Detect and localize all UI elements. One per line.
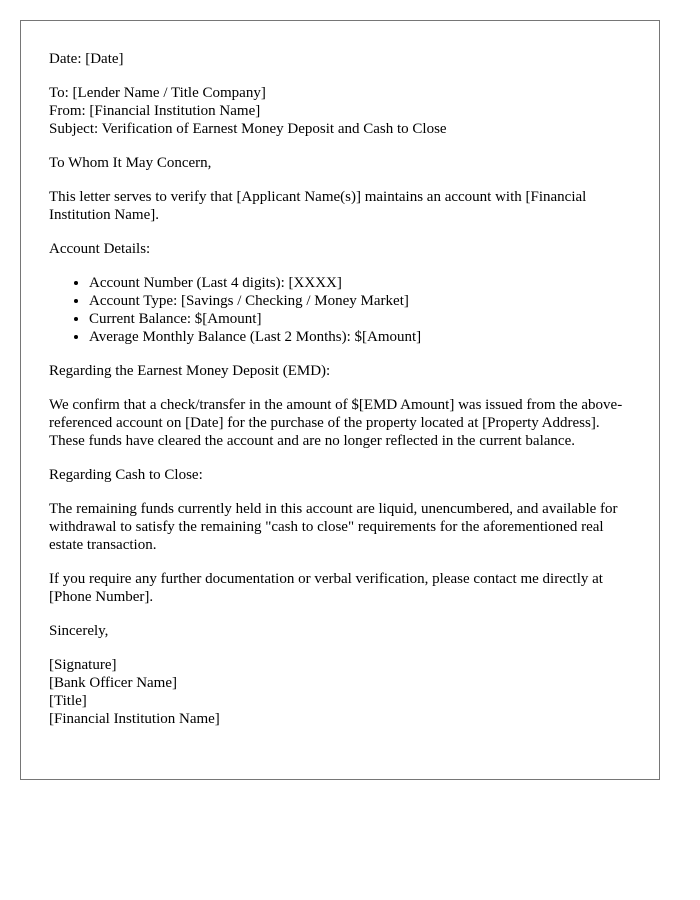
date-line: Date: [Date]: [49, 51, 124, 67]
emd-heading: Regarding the Earnest Money Deposit (EMD):: [49, 363, 331, 379]
intro-paragraph: This letter serves to verify that [Applicant Name(s)] maintains an account with [Financial Institution Name].: [49, 189, 587, 223]
cash-to-close-heading: Regarding Cash to Close:: [49, 467, 203, 483]
officer-title: [Title]: [49, 693, 87, 709]
cash-to-close-paragraph: The remaining funds currently held in this account are liquid, unencumbered, and available for withdrawal to satisfy the remaining "cash to close" requirements for the aforementioned real estate transaction.: [49, 501, 618, 553]
letter-page: [20, 20, 660, 780]
signature-block: [49, 656, 631, 728]
current-balance-item: • Current Balance: $[Amount]: [89, 310, 631, 328]
address-block: [49, 84, 631, 138]
account-details-heading: Account Details:: [49, 241, 151, 257]
closing: Sincerely,: [49, 623, 109, 639]
institution-name: [Financial Institution Name]: [49, 711, 220, 727]
subject-line: Subject: Verification of Earnest Money Deposit and Cash to Close: [49, 121, 447, 137]
account-type-item: • Account Type: [Savings / Checking / Money Market]: [89, 292, 631, 310]
account-number-item: • Account Number (Last 4 digits): [XXXX]: [89, 274, 631, 292]
emd-paragraph: We confirm that a check/transfer in the amount of $[EMD Amount] was issued from the above-referenced account on [Date] for the purchase of the property located at [Property Address]. These funds have cleared the account and are no longer reflected in the current balance.: [49, 397, 623, 449]
signature-placeholder: [Signature]: [49, 657, 117, 673]
contact-paragraph: If you require any further documentation or verbal verification, please contact me directly at [Phone Number].: [49, 571, 603, 605]
salutation: To Whom It May Concern,: [49, 155, 212, 171]
officer-name: [Bank Officer Name]: [49, 675, 177, 691]
from-line: From: [Financial Institution Name]: [49, 103, 261, 119]
average-balance-item: • Average Monthly Balance (Last 2 Months): $[Amount]: [89, 328, 631, 346]
account-details-list: [49, 274, 631, 346]
to-line: To: [Lender Name / Title Company]: [49, 85, 266, 101]
